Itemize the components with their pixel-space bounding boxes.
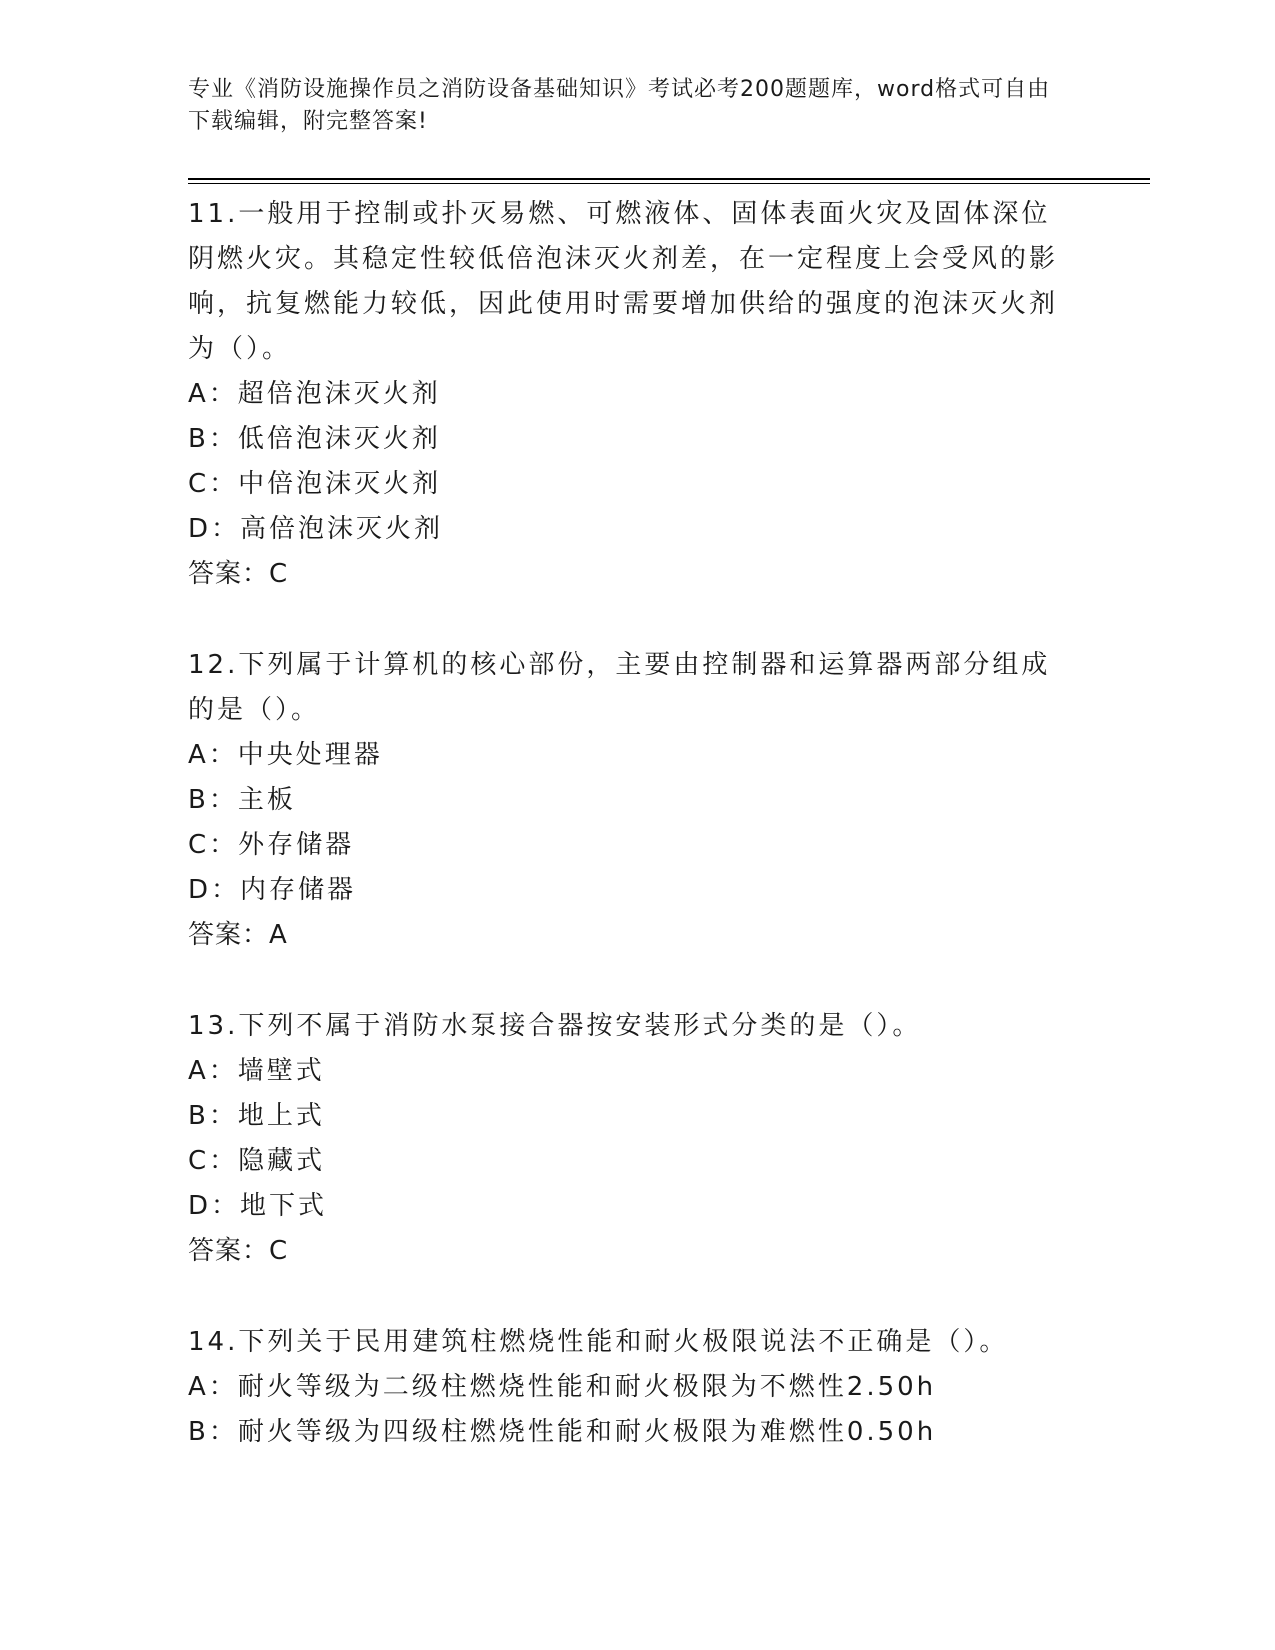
answer: 答案：C	[188, 1236, 289, 1266]
option-b: B：低倍泡沫灭火剂	[188, 424, 441, 454]
question-stem: 14.下列关于民用建筑柱燃烧性能和耐火极限说法不正确是（）。	[188, 1327, 1009, 1357]
question-11	[188, 192, 1068, 597]
option-c: C：隐藏式	[188, 1146, 326, 1176]
header-divider-thin	[188, 183, 1150, 184]
option-a: A：超倍泡沫灭火剂	[188, 379, 441, 409]
option-c: C：中倍泡沫灭火剂	[188, 469, 442, 499]
option-b: B：主板	[188, 785, 296, 815]
option-a: A：耐火等级为二级柱燃烧性能和耐火极限为不燃性2.50h	[188, 1372, 937, 1402]
option-b: B：地上式	[188, 1101, 325, 1131]
option-d: D：高倍泡沫灭火剂	[188, 514, 444, 544]
option-a: A：墙壁式	[188, 1056, 325, 1086]
question-13	[188, 1004, 1068, 1274]
question-14	[188, 1320, 1068, 1455]
header-divider-thick	[188, 178, 1150, 180]
question-stem: 12.下列属于计算机的核心部份，主要由控制器和运算器两部分组成的是（）。	[188, 650, 1051, 725]
option-c: C：外存储器	[188, 830, 355, 860]
option-d: D：地下式	[188, 1191, 328, 1221]
question-stem: 13.下列不属于消防水泵接合器按安装形式分类的是（）。	[188, 1011, 922, 1041]
answer: 答案：C	[188, 559, 289, 589]
document-header: 专业《消防设施操作员之消防设备基础知识》考试必考200题题库，word格式可自由下载编辑，附完整答案!	[188, 77, 1051, 134]
question-list	[188, 192, 1068, 1501]
option-a: A：中央处理器	[188, 740, 383, 770]
option-d: D：内存储器	[188, 875, 357, 905]
option-b: B：耐火等级为四级柱燃烧性能和耐火极限为难燃性0.50h	[188, 1417, 937, 1447]
question-stem: 11.一般用于控制或扑灭易燃、可燃液体、固体表面火灾及固体深位阴燃火灾。其稳定性较低倍泡沫灭火剂差，在一定程度上会受风的影响，抗复燃能力较低，因此使用时需要增加供给的强度的泡沫灭火剂为（）。	[188, 199, 1059, 364]
question-12	[188, 643, 1068, 958]
answer: 答案：A	[188, 920, 288, 950]
